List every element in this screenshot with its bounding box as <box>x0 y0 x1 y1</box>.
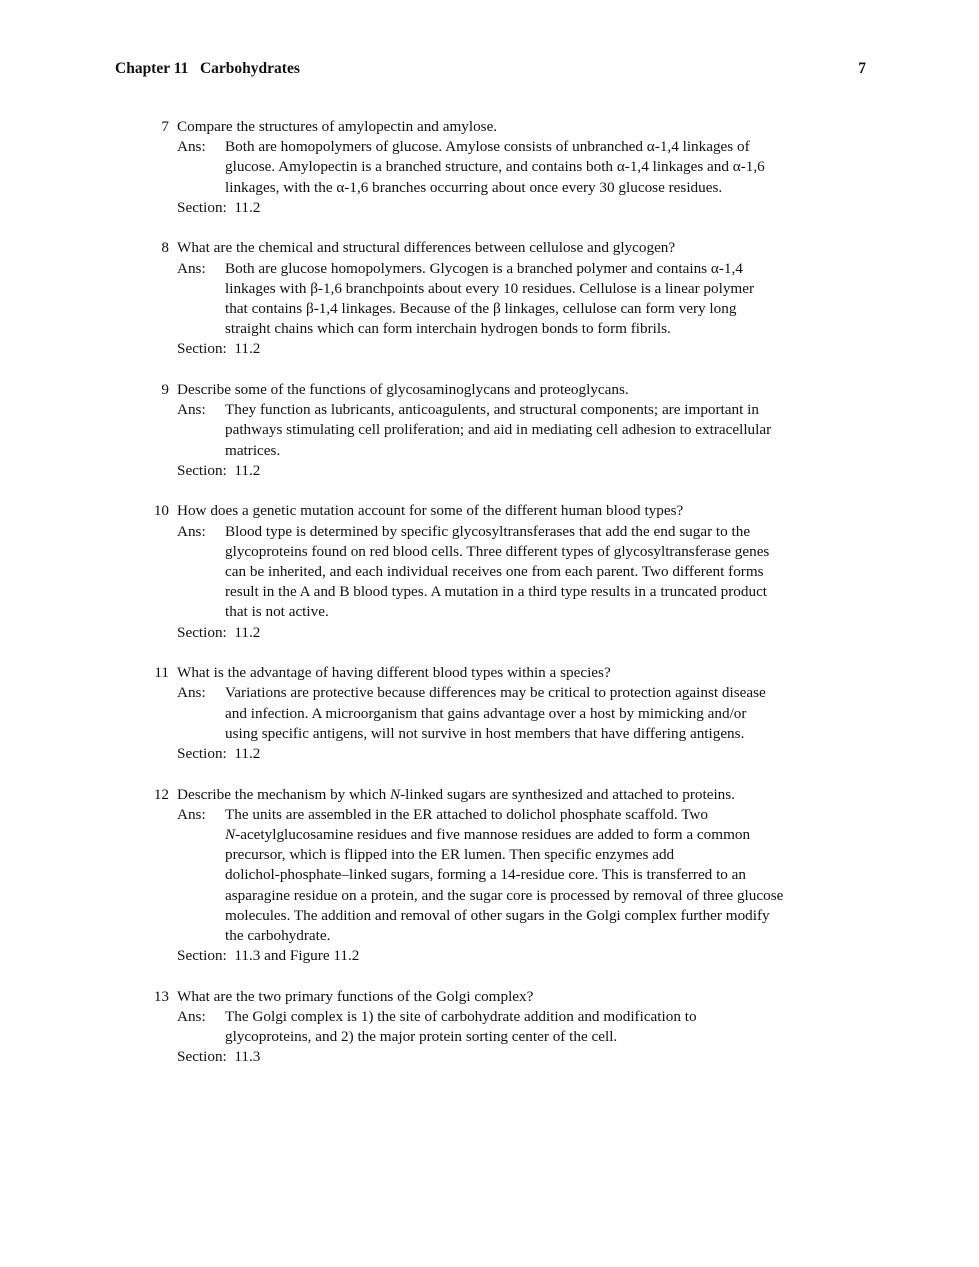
section-reference <box>177 198 979 218</box>
answer-line: that contains β-1,4 linkages. Because of the β linkages, cellulose can form very long <box>225 300 737 318</box>
answer-text <box>225 137 865 198</box>
question-item <box>0 663 979 764</box>
answer-text <box>225 259 865 340</box>
answer-line: N-acetylglucosamine residues and five mannose residues are added to form a common <box>225 826 751 844</box>
question-number: 8 <box>161 239 169 257</box>
answer-line: using specific antigens, will not survive in host members that have differing antigens. <box>225 724 745 742</box>
question-text: Describe the mechanism by which N-linked sugars are synthesized and attached to proteins. <box>177 785 735 803</box>
section-value: 11.3 and Figure 11.2 <box>234 947 360 965</box>
section-reference <box>177 744 979 764</box>
answer-line: Variations are protective because differences may be critical to protection against disease <box>225 684 766 702</box>
answer-label: Ans: <box>177 138 206 156</box>
answer <box>177 259 979 340</box>
answer-line: can be inherited, and each individual receives one from each parent. Two different forms <box>225 563 764 581</box>
answer <box>177 400 979 461</box>
question-number: 10 <box>153 502 169 520</box>
answer-line: glycoproteins, and 2) the major protein sorting center of the cell. <box>225 1028 618 1046</box>
section-reference <box>177 461 979 481</box>
answer-line: result in the A and B blood types. A mutation in a third type results in a truncated product <box>225 583 768 601</box>
section-label: Section: <box>177 461 227 479</box>
question-item <box>0 117 979 218</box>
question-number: 12 <box>153 785 169 803</box>
question-number: 11 <box>154 664 169 682</box>
question-text: Compare the structures of amylopectin and amylose. <box>177 118 498 135</box>
section-label: Section: <box>177 947 227 965</box>
answer-label: Ans: <box>177 805 206 823</box>
answer-label: Ans: <box>177 1008 206 1026</box>
question-number: 7 <box>161 118 169 135</box>
section-reference <box>177 339 979 359</box>
answer <box>177 683 979 744</box>
answer-line: The units are assembled in the ER attached to dolichol phosphate scaffold. Two <box>225 805 708 823</box>
section-value: 11.3 <box>234 1048 261 1066</box>
section-value: 11.2 <box>234 198 261 216</box>
section-reference <box>177 623 979 643</box>
section-value: 11.2 <box>234 623 261 641</box>
answer-text <box>225 683 865 744</box>
answer-line: and infection. A microorganism that gains advantage over a host by mimicking and/or <box>225 704 747 722</box>
answer-line: matrices. <box>225 441 281 459</box>
answer-label: Ans: <box>177 401 206 419</box>
answer <box>177 805 979 946</box>
section-label: Section: <box>177 340 227 358</box>
answer-line: straight chains which can form interchain hydrogen bonds to form fibrils. <box>225 320 671 338</box>
answer <box>177 137 979 198</box>
question-text: How does a genetic mutation account for some of the different human blood types? <box>177 502 684 520</box>
answer-text <box>225 400 865 461</box>
answer-text <box>225 522 865 623</box>
answer-line: that is not active. <box>225 603 329 621</box>
answer-line: Blood type is determined by specific glycosyltransferases that add the end sugar to the <box>225 522 751 540</box>
answer-line: glycoproteins found on red blood cells. Three different types of glycosyltransferase genes <box>225 542 770 560</box>
question-item <box>0 987 979 1068</box>
question-item <box>0 380 979 481</box>
answer-line: glucose. Amylopectin is a branched structure, and contains both α-1,4 linkages and α-1,6 <box>225 158 765 176</box>
section-value: 11.2 <box>234 461 261 479</box>
answer-line: dolichol-phosphate–linked sugars, forming a 14-residue core. This is transferred to an <box>225 866 747 884</box>
answer <box>177 1007 979 1047</box>
answer-line: the carbohydrate. <box>225 927 331 945</box>
answer-line: linkages, with the α-1,6 branches occurring about once every 30 glucose residues. <box>225 178 723 196</box>
section-label: Section: <box>177 745 227 763</box>
answer-text <box>225 805 865 946</box>
answer-line: asparagine residue on a protein, and the sugar core is processed by removal of three glucose <box>225 886 784 904</box>
question-text: What are the chemical and structural differences between cellulose and glycogen? <box>177 239 676 257</box>
question-text: Describe some of the functions of glycosaminoglycans and proteoglycans. <box>177 381 629 399</box>
question-item <box>0 238 979 359</box>
answer-line: linkages with β-1,6 branchpoints about every 10 residues. Cellulose is a linear polymer <box>225 279 755 297</box>
page-number: 7 <box>858 60 866 77</box>
chapter-title: Chapter 11 Carbohydrates <box>115 60 300 77</box>
section-value: 11.2 <box>234 745 261 763</box>
question-item <box>0 501 979 642</box>
answer-line: molecules. The addition and removal of other sugars in the Golgi complex further modify <box>225 906 770 924</box>
section-reference <box>177 946 979 966</box>
section-label: Section: <box>177 198 227 216</box>
question-number: 9 <box>161 381 169 399</box>
answer-line: pathways stimulating cell proliferation; and aid in mediating cell adhesion to extracellular <box>225 421 772 439</box>
answer-text <box>225 1007 865 1047</box>
answer-label: Ans: <box>177 259 206 277</box>
question-text: What is the advantage of having different blood types within a species? <box>177 664 611 682</box>
answer <box>177 522 979 623</box>
question-number: 13 <box>153 987 169 1005</box>
answer-line: They function as lubricants, anticoagulents, and structural components; are important in <box>225 401 759 419</box>
question-item <box>0 785 979 967</box>
section-value: 11.2 <box>234 340 261 358</box>
answer-line: The Golgi complex is 1) the site of carbohydrate addition and modification to <box>225 1008 697 1026</box>
section-reference <box>177 1047 979 1067</box>
section-label: Section: <box>177 623 227 641</box>
question-list <box>0 117 979 1088</box>
answer-line: Both are homopolymers of glucose. Amylose consists of unbranched α-1,4 linkages of <box>225 138 750 156</box>
answer-label: Ans: <box>177 684 206 702</box>
question-text: What are the two primary functions of the Golgi complex? <box>177 987 534 1005</box>
section-label: Section: <box>177 1048 227 1066</box>
answer-label: Ans: <box>177 522 206 540</box>
answer-line: precursor, which is flipped into the ER lumen. Then specific enzymes add <box>225 846 675 864</box>
answer-line: Both are glucose homopolymers. Glycogen is a branched polymer and contains α-1,4 <box>225 259 743 277</box>
